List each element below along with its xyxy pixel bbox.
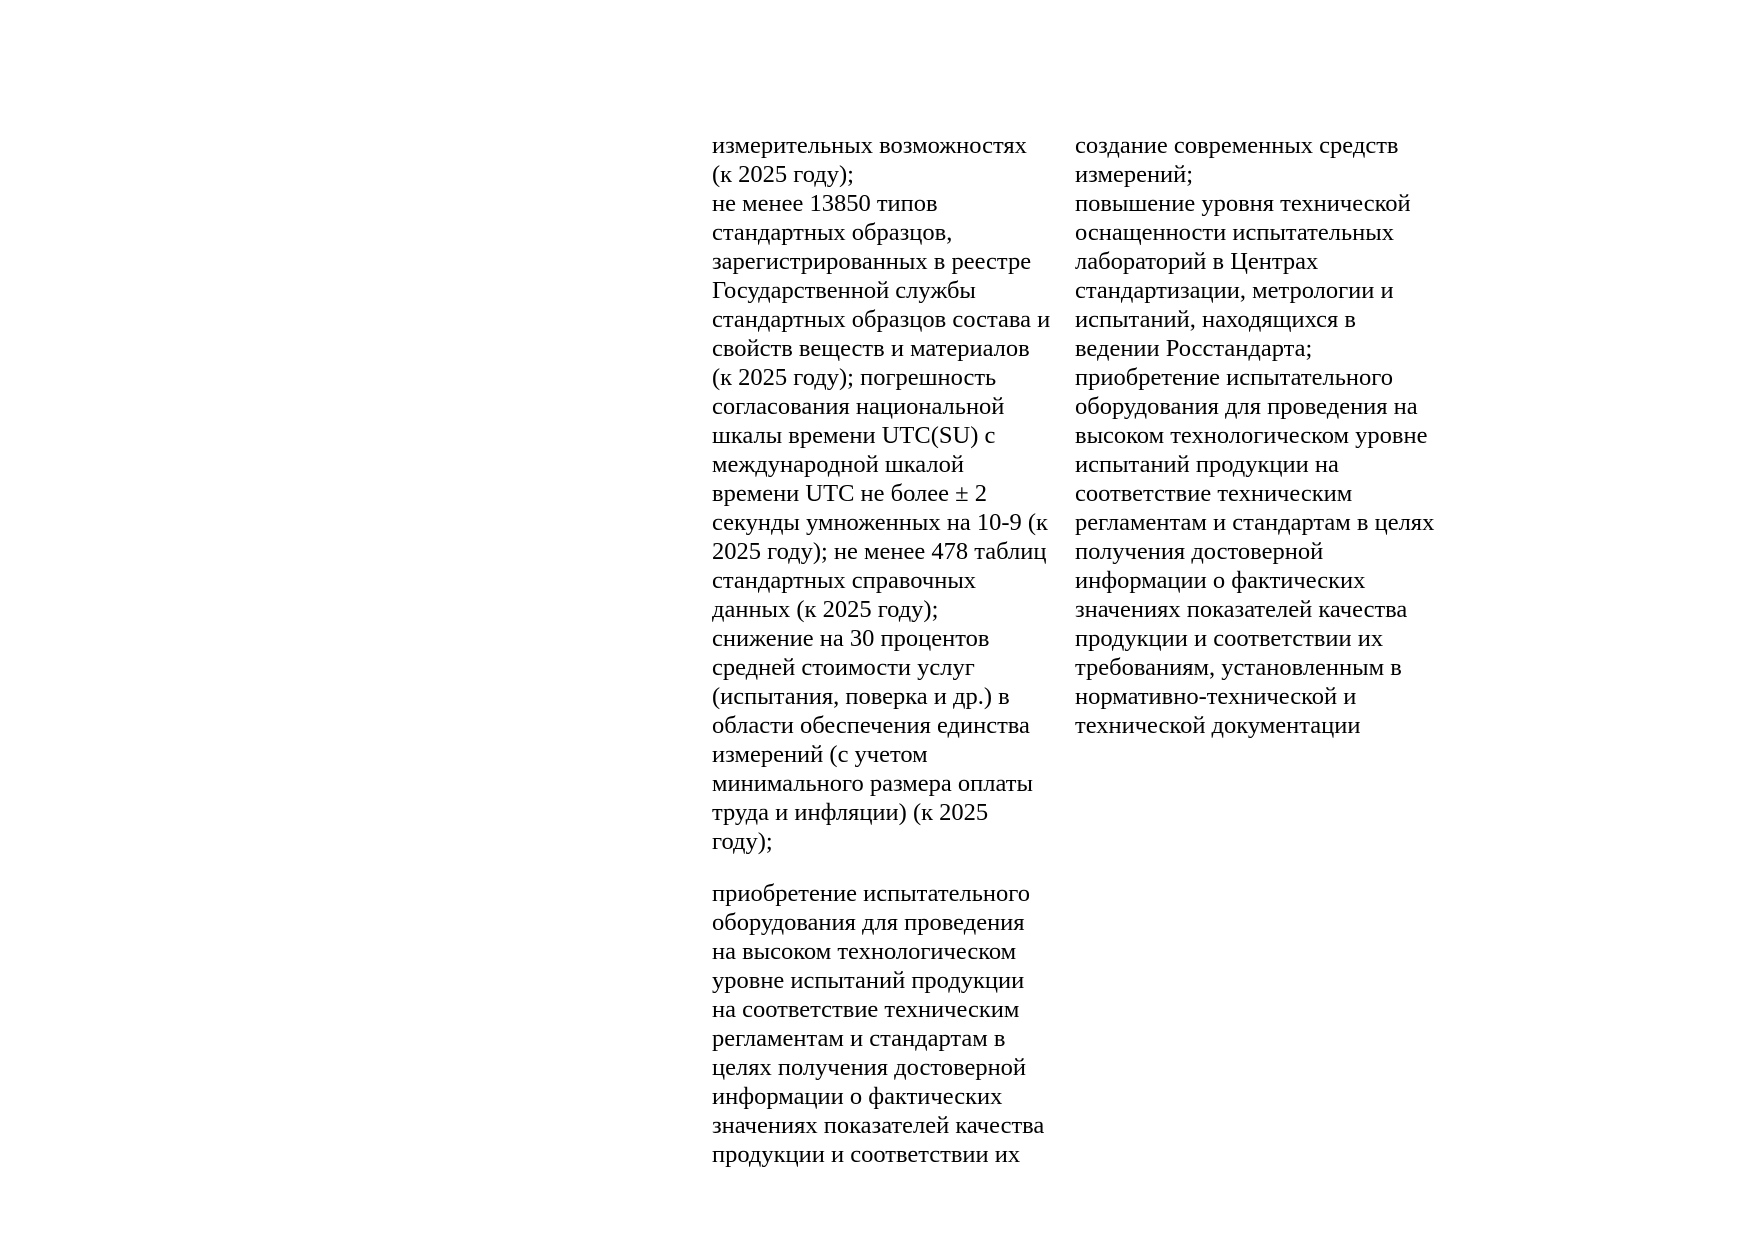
text-line: не менее 13850 типов [712, 190, 938, 217]
text-line: международной шкалой [712, 451, 964, 478]
text-line: измерений (с учетом [712, 741, 928, 768]
text-line: согласования национальной [712, 393, 1005, 420]
text-line: зарегистрированных в реестре [712, 248, 1032, 275]
text-line: повышение уровня технической [1075, 190, 1411, 217]
text-line: измерений; [1075, 161, 1194, 188]
text-line: информации о фактических [712, 1083, 1003, 1110]
text-line: значениях показателей качества [712, 1112, 1045, 1139]
text-line: испытаний продукции на [1075, 451, 1339, 478]
text-line: 2025 году); не менее 478 таблиц [712, 538, 1047, 565]
text-line: технической документации [1075, 712, 1361, 739]
text-line: стандартных справочных [712, 567, 977, 594]
text-line: оборудования для проведения [712, 909, 1025, 936]
text-line: на высоком технологическом [712, 938, 1017, 965]
text-line: продукции и соответствии их [712, 1141, 1021, 1168]
text-line: средней стоимости услуг [712, 654, 975, 681]
text-line: данных (к 2025 году); [712, 596, 939, 623]
text-line: (испытания, поверка и др.) в [712, 683, 1010, 710]
text-line: минимального размера оплаты [712, 770, 1033, 797]
text-line: свойств веществ и материалов [712, 335, 1030, 362]
text-line: (к 2025 году); [712, 161, 854, 188]
text-line: измерительных возможностях [712, 132, 1027, 159]
text-line: шкалы времени UTC(SU) с [712, 422, 996, 449]
text-line: нормативно-технической и [1075, 683, 1357, 710]
text-line: требованиям, установленным в [1075, 654, 1402, 681]
text-line: высоком технологическом уровне [1075, 422, 1428, 449]
text-line: регламентам и стандартам в [712, 1025, 1006, 1052]
text-line: уровне испытаний продукции [712, 967, 1025, 994]
text-line: создание современных средств [1075, 132, 1399, 159]
text-line: продукции и соответствии их [1075, 625, 1384, 652]
text-line: времени UTC не более ± 2 [712, 480, 987, 507]
text-line: стандартных образцов состава и [712, 306, 1051, 333]
text-line: оснащенности испытательных [1075, 219, 1394, 246]
text-line: оборудования для проведения на [1075, 393, 1418, 420]
text-line: труда и инфляции) (к 2025 [712, 799, 989, 826]
text-line: области обеспечения единства [712, 712, 1030, 739]
text-line: значениях показателей качества [1075, 596, 1408, 623]
text-line: ведении Росстандарта; [1075, 335, 1313, 362]
text-line: секунды умноженных на 10-9 (к [712, 509, 1048, 536]
text-line: на соответствие техническим [712, 996, 1020, 1023]
left-column-text-block-1 [712, 131, 1062, 856]
right-column-text-block [1075, 131, 1455, 740]
text-line: получения достоверной [1075, 538, 1324, 565]
text-line: снижение на 30 процентов [712, 625, 990, 652]
text-line: приобретение испытательного [1075, 364, 1393, 391]
text-line: приобретение испытательного [712, 880, 1030, 907]
left-column-text-block-2 [712, 879, 1062, 1169]
text-line: регламентам и стандартам в целях [1075, 509, 1435, 536]
text-line: Государственной службы [712, 277, 976, 304]
text-line: целях получения достоверной [712, 1054, 1027, 1081]
text-line: стандартизации, метрологии и [1075, 277, 1394, 304]
text-line: лабораторий в Центрах [1075, 248, 1319, 275]
text-line: году); [712, 828, 773, 855]
text-line: соответствие техническим [1075, 480, 1353, 507]
text-line: испытаний, находящихся в [1075, 306, 1356, 333]
text-line: стандартных образцов, [712, 219, 953, 246]
text-line: (к 2025 году); погрешность [712, 364, 997, 391]
text-line: информации о фактических [1075, 567, 1366, 594]
